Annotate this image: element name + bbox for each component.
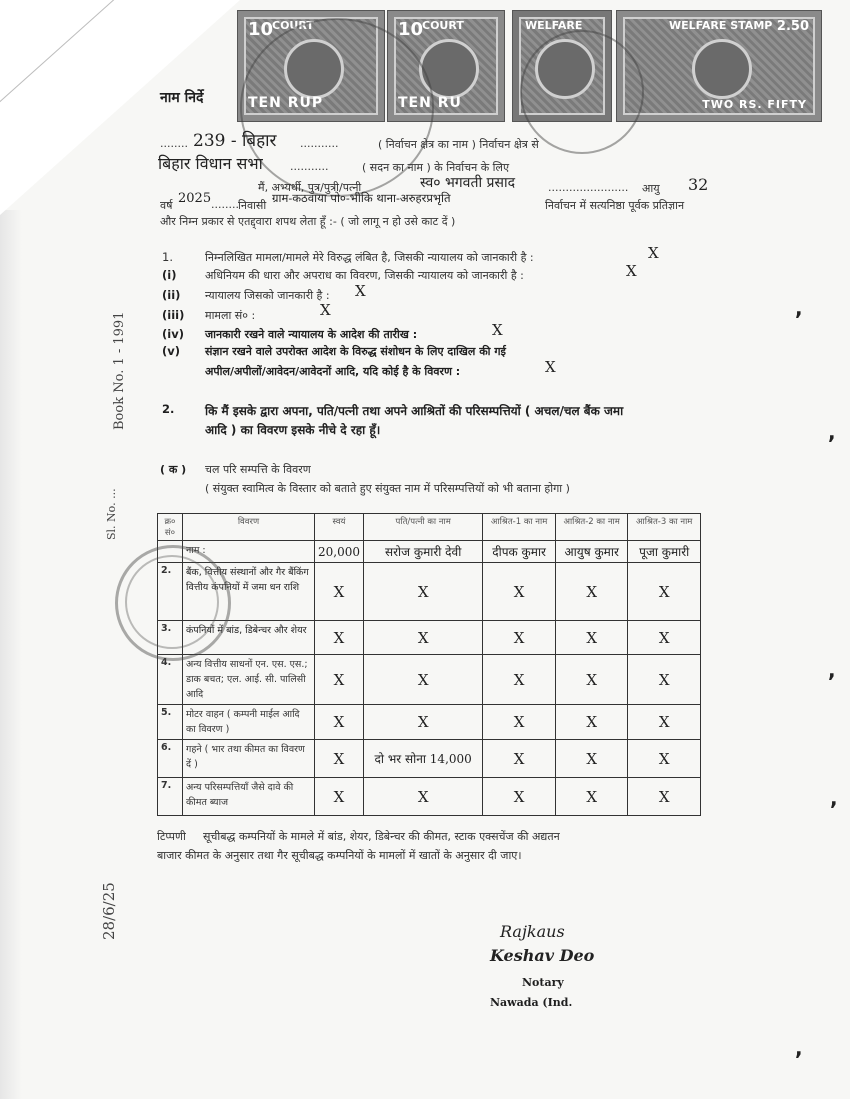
column-header: स्वयं bbox=[315, 514, 364, 541]
row-number: 4. bbox=[158, 655, 183, 705]
table-row bbox=[158, 621, 701, 655]
table-cell: सरोज कुमारी देवी bbox=[364, 541, 483, 563]
house-label: ( सदन का नाम ) के निर्वाचन के लिए bbox=[362, 161, 510, 174]
rubber-seal bbox=[125, 555, 219, 649]
column-header: आश्रित-2 का नाम bbox=[555, 514, 628, 541]
table-cell: X bbox=[364, 778, 483, 816]
house-name-handwritten: बिहार विधान सभा bbox=[158, 154, 263, 173]
table-cell: X bbox=[628, 621, 701, 655]
item-text: मामला सं० : bbox=[205, 309, 256, 322]
table-cell: X bbox=[628, 740, 701, 778]
notary-name: Keshav Deo bbox=[490, 946, 595, 965]
table-cell: X bbox=[483, 655, 556, 705]
welfare-stamp bbox=[616, 10, 822, 122]
column-header: आश्रित-1 का नाम bbox=[483, 514, 556, 541]
table-row bbox=[158, 541, 701, 563]
table-cell: X bbox=[364, 705, 483, 740]
margin-speck: , bbox=[830, 786, 838, 810]
table-cell: दीपक कुमार bbox=[483, 541, 556, 563]
page-shadow bbox=[0, 210, 22, 1099]
row-number: 5. bbox=[158, 705, 183, 740]
table-header-row bbox=[158, 514, 701, 541]
stamp-value: 10 bbox=[398, 19, 424, 40]
column-header: क्र० सं० bbox=[158, 514, 183, 541]
margin-speck: , bbox=[828, 420, 836, 444]
table-cell: X bbox=[483, 705, 556, 740]
table-cell: X bbox=[628, 705, 701, 740]
subsection-label: ( क ) bbox=[160, 463, 187, 476]
row-number: 3. bbox=[158, 621, 183, 655]
stamp-caption: TWO RS. FIFTY bbox=[702, 98, 807, 111]
stamp-value: 2.50 bbox=[776, 19, 809, 34]
margin-date: 28/6/25 bbox=[100, 882, 118, 940]
column-header: विवरण bbox=[183, 514, 315, 541]
subsection-subtitle: ( संयुक्त स्वामित्व के विस्तार को बताते हुए संयुक्त नाम में परिसम्पत्तियों को भी बताना होगा ) bbox=[205, 482, 570, 495]
table-cell: X bbox=[315, 563, 364, 621]
row-number: 7. bbox=[158, 778, 183, 816]
item-text: न्यायालय जिसको जानकारी है : bbox=[205, 289, 330, 302]
section-number: 2. bbox=[162, 402, 175, 416]
section-text: कि मैं इसके द्वारा अपना, पति/पत्नी तथा अपने आश्रितों की परिसम्पत्तियों ( अचल/चल बैंक जमा bbox=[205, 404, 624, 418]
margin-speck: , bbox=[828, 658, 836, 682]
margin-speck: , bbox=[795, 296, 803, 320]
note-text: सूचीबद्ध कम्पनियों के मामले में बांड, शेयर, डिबेन्चर की कीमत, स्टाक एक्सचेंज की अद्यतन bbox=[203, 830, 560, 843]
stamp-title: COURT bbox=[422, 19, 464, 32]
item-number: (iii) bbox=[162, 308, 185, 322]
table-cell: X bbox=[483, 621, 556, 655]
table-row bbox=[158, 705, 701, 740]
movable-assets-table bbox=[157, 513, 701, 816]
row-label: मोटर वाहन ( कम्पनी माईल आदि का विवरण ) bbox=[183, 705, 315, 740]
stamp-value: 10 bbox=[248, 19, 274, 40]
table-cell: X bbox=[483, 563, 556, 621]
stamp-caption: TEN RUP bbox=[248, 95, 324, 111]
section-text: आदि ) का विवरण इसके नीचे दे रहा हूँ। bbox=[205, 423, 381, 437]
table-cell: दो भर सोना 14,000 bbox=[364, 740, 483, 778]
strike-mark: X bbox=[648, 244, 659, 262]
strike-mark: X bbox=[626, 262, 637, 280]
item-number: (ii) bbox=[162, 288, 181, 302]
table-cell: X bbox=[315, 655, 364, 705]
item-text: अपील/अपीलों/आवेदन/आवेदनों आदि, यदि कोई है के विवरण : bbox=[205, 365, 461, 378]
margin-speck: , bbox=[795, 1036, 803, 1060]
strike-mark: X bbox=[545, 358, 556, 376]
emblem-icon bbox=[692, 39, 752, 99]
oath-text: निर्वाचन में सत्यनिष्ठा पूर्वक प्रतिज्ञान bbox=[545, 199, 685, 212]
row-label: बैंक, वित्तीय संस्थानों और गैर बैंकिंग वित्तीय कंपनियों में जमा धन राशि bbox=[183, 563, 315, 621]
note-text: बाजार कीमत के अनुसार तथा गैर सूचीबद्ध कम्पनियों के मामलों में खातों के अनुसार दी जाए। bbox=[157, 849, 522, 862]
row-label: अन्य परिसम्पत्तियाँ जैसे दावे की कीमत ब्याज bbox=[183, 778, 315, 816]
notary-title: Notary bbox=[522, 976, 564, 989]
table-cell: X bbox=[315, 705, 364, 740]
table-row bbox=[158, 740, 701, 778]
row-label: नाम : bbox=[183, 541, 315, 563]
item-text: अधिनियम की धारा और अपराध का विवरण, जिसकी न्यायालय को जानकारी है : bbox=[205, 269, 524, 282]
age-label: आयु bbox=[642, 182, 660, 195]
row-label: कंपनियों में बांड, डिबेन्चर और शेयर bbox=[183, 621, 315, 655]
strike-mark: X bbox=[320, 301, 331, 319]
table-cell: X bbox=[628, 655, 701, 705]
table-cell: X bbox=[315, 621, 364, 655]
item-number: (v) bbox=[162, 344, 181, 358]
row-label: गहने ( भार तथा कीमत का विवरण दें ) bbox=[183, 740, 315, 778]
item-text: संज्ञान रखने वाले उपरोक्त आदेश के विरुद्ध संशोधन के लिए दाखिल की गई bbox=[205, 345, 506, 358]
age-handwritten: 32 bbox=[688, 175, 709, 194]
item-number: (iv) bbox=[162, 327, 184, 341]
row-number: 2. bbox=[158, 563, 183, 621]
table-cell: X bbox=[628, 778, 701, 816]
heading-fragment: नाम निर्दे bbox=[160, 90, 204, 106]
note-label: टिप्पणी bbox=[157, 830, 186, 843]
table-cell: X bbox=[364, 655, 483, 705]
margin-note: Book No. 1 - 1991 bbox=[112, 311, 127, 430]
table-cell: X bbox=[555, 563, 628, 621]
table-cell: आयुष कुमार bbox=[555, 541, 628, 563]
table-cell: X bbox=[364, 563, 483, 621]
year-handwritten: 2025 bbox=[178, 191, 212, 206]
table-cell: X bbox=[555, 621, 628, 655]
resident-label: निवासी bbox=[238, 199, 267, 212]
table-cell: X bbox=[483, 778, 556, 816]
table-cell: 20,000 bbox=[315, 541, 364, 563]
table-cell: X bbox=[555, 778, 628, 816]
row-number: 6. bbox=[158, 740, 183, 778]
stamp-title: WELFARE bbox=[525, 19, 583, 32]
table-row bbox=[158, 563, 701, 621]
strike-mark: X bbox=[355, 282, 366, 300]
stamp-title: WELFARE STAMP bbox=[669, 19, 773, 32]
item-number: (i) bbox=[162, 268, 177, 282]
address-handwritten: ग्राम-कठवाया पो०-भीकि थाना-अरुहरप्रभृति bbox=[272, 191, 451, 205]
table-cell: X bbox=[555, 740, 628, 778]
column-header: पति/पत्नी का नाम bbox=[364, 514, 483, 541]
section-text: निम्नलिखित मामला/मामले मेरे विरुद्ध लंबित है, जिसकी न्यायालय को जानकारी है : bbox=[205, 251, 534, 264]
candidate-label: मैं, अभ्यर्थी, पुत्र/पुत्री/पत्नी bbox=[258, 181, 362, 194]
table-cell: X bbox=[315, 740, 364, 778]
table-cell: पूजा कुमारी bbox=[628, 541, 701, 563]
father-name-handwritten: स्व० भगवती प्रसाद bbox=[420, 175, 516, 191]
table-cell: X bbox=[555, 705, 628, 740]
table-cell: X bbox=[555, 655, 628, 705]
subsection-title: चल परि सम्पत्ति के विवरण bbox=[205, 463, 311, 476]
year-label: वर्ष bbox=[160, 199, 173, 212]
constituency-label: ( निर्वाचन क्षेत्र का नाम ) निर्वाचन क्षेत्र से bbox=[378, 138, 539, 151]
margin-note: Sl. No. ... bbox=[105, 488, 118, 540]
table-row bbox=[158, 655, 701, 705]
affidavit-page: 10 COURT TEN RUP 10 COURT TEN RU WELFARE WELFARE STAMP 2.50 TWO RS. FIFTY नाम निर्दे ........ 239 - बिहार ........... ( निर्वाचन क्षेत्र का नाम ) निर्वाचन क्षेत्र से बिहार विधान सभा ........... ( सदन का नाम ) के निर्वाचन के लिए मैं, अभ्यर्थी, पुत्र/पुत्री/पत्नी स्व० भगवती प्रसाद ....................... आयु 32 वर्ष 2025 ........ निवासी ग्राम-कठवाया पो०-भीकि थाना-अरुहरप्रभृति निर्वाचन में सत्यनिष्ठा पूर्वक प्रतिज्ञान और निम्न प्रकार से एतद्द्वारा शपथ लेता हूँ :- ( जो लागू न हो उसे काट दें ) 1. निम्नलिखित मामला/मामले मेरे विरुद्ध लंबित है, जिसकी न्यायालय को जानकारी है : X (i) अधिनियम की धारा और अपराध का विवरण, जिसकी न्यायालय को जानकारी है : X (ii) न्यायालय जिसको जानकारी है : X (iii) मामला सं० : X (iv) जानकारी रखने वाले न्यायालय के आदेश की तारीख : X (v) संज्ञान रखने वाले उपरोक्त आदेश के विरुद्ध संशोधन के लिए दाखिल की गई अपील/अपीलों/आवेदन/आवेदनों आदि, यदि कोई है के विवरण : X 2. कि मैं इसके द्वारा अपना, पति/पत्नी तथा अपने आश्रितों की परिसम्पत्तियों ( अचल/चल बैंक जमा आदि ) का विवरण इसके नीचे दे रहा हूँ। ( क ) चल परि सम्पत्ति के विवरण ( संयुक्त स्वामित्व के विस्तार को बताते हुए संयुक्त नाम में परिसम्पत्तियों को भी बताना होगा ) क्र० सं० विवरण स्वयं पति/पत्नी का नाम आश्रित-1 का नाम आश्रित-2 का नाम आश्रित-3 का नाम नाम : 20,000 सरोज कुमारी देवी दीपक कुमार आयुष कुमार पूजा कुमारी 2. बैंक, वित्तीय संस्थानों और गैर बैंकिंग वित्तीय कंपनियों में जमा धन राशि X X X X X 3. कंपनियों में बांड, डिबेन्चर और शेयर X X X X X 4. अन्य वित्तीय साधनों एन. एस. एस.; डाक बचत; एल. आई. सी. पालिसी आदि X X X X X 5. मोटर वाहन ( कम्पनी माईल आदि का विवरण ) X X X X X 6. गहने ( भार तथा कीमत का विवरण दें ) X दो भर सोना 14,000 X X X 7. अन्य परिसम्पत्तियाँ जैसे दावे की कीमत ब्याज X X X X X टिप्पणी सूचीबद्ध कम्पनियों के मामले में बांड, शेयर, डिबेन्चर की कीमत, स्टाक एक्सचेंज की अद्यतन बाजार कीमत के अनुसार तथा गैर सूचीबद्ध कम्पनियों के मामलों में खातों के अनुसार दी जाए। Rajkaus Keshav Deo Notary Nawada (Ind. Book No. 1 - 1991 Sl. No. ... 28/6/25 , , , , , bbox=[0, 0, 850, 1099]
cancellation-mark bbox=[520, 30, 644, 154]
table-cell: X bbox=[628, 563, 701, 621]
oath-text: और निम्न प्रकार से एतद्द्वारा शपथ लेता हूँ :- ( जो लागू न हो उसे काट दें ) bbox=[160, 215, 456, 228]
item-text: जानकारी रखने वाले न्यायालय के आदेश की तारीख : bbox=[205, 328, 418, 341]
table-row bbox=[158, 778, 701, 816]
row-label: अन्य वित्तीय साधनों एन. एस. एस.; डाक बचत; एल. आई. सी. पालिसी आदि bbox=[183, 655, 315, 705]
section-number: 1. bbox=[162, 250, 173, 264]
notary-signature: Rajkaus bbox=[500, 922, 565, 941]
stamp-caption: TEN RU bbox=[398, 95, 462, 111]
page-fold bbox=[0, 0, 240, 215]
notary-place: Nawada (Ind. bbox=[490, 996, 573, 1009]
column-header: आश्रित-3 का नाम bbox=[628, 514, 701, 541]
table-cell: X bbox=[315, 778, 364, 816]
constituency-handwritten: 239 - बिहार bbox=[193, 131, 277, 151]
strike-mark: X bbox=[492, 321, 503, 339]
stamp-title: COURT bbox=[272, 19, 314, 32]
table-cell: X bbox=[483, 740, 556, 778]
table-cell: X bbox=[364, 621, 483, 655]
